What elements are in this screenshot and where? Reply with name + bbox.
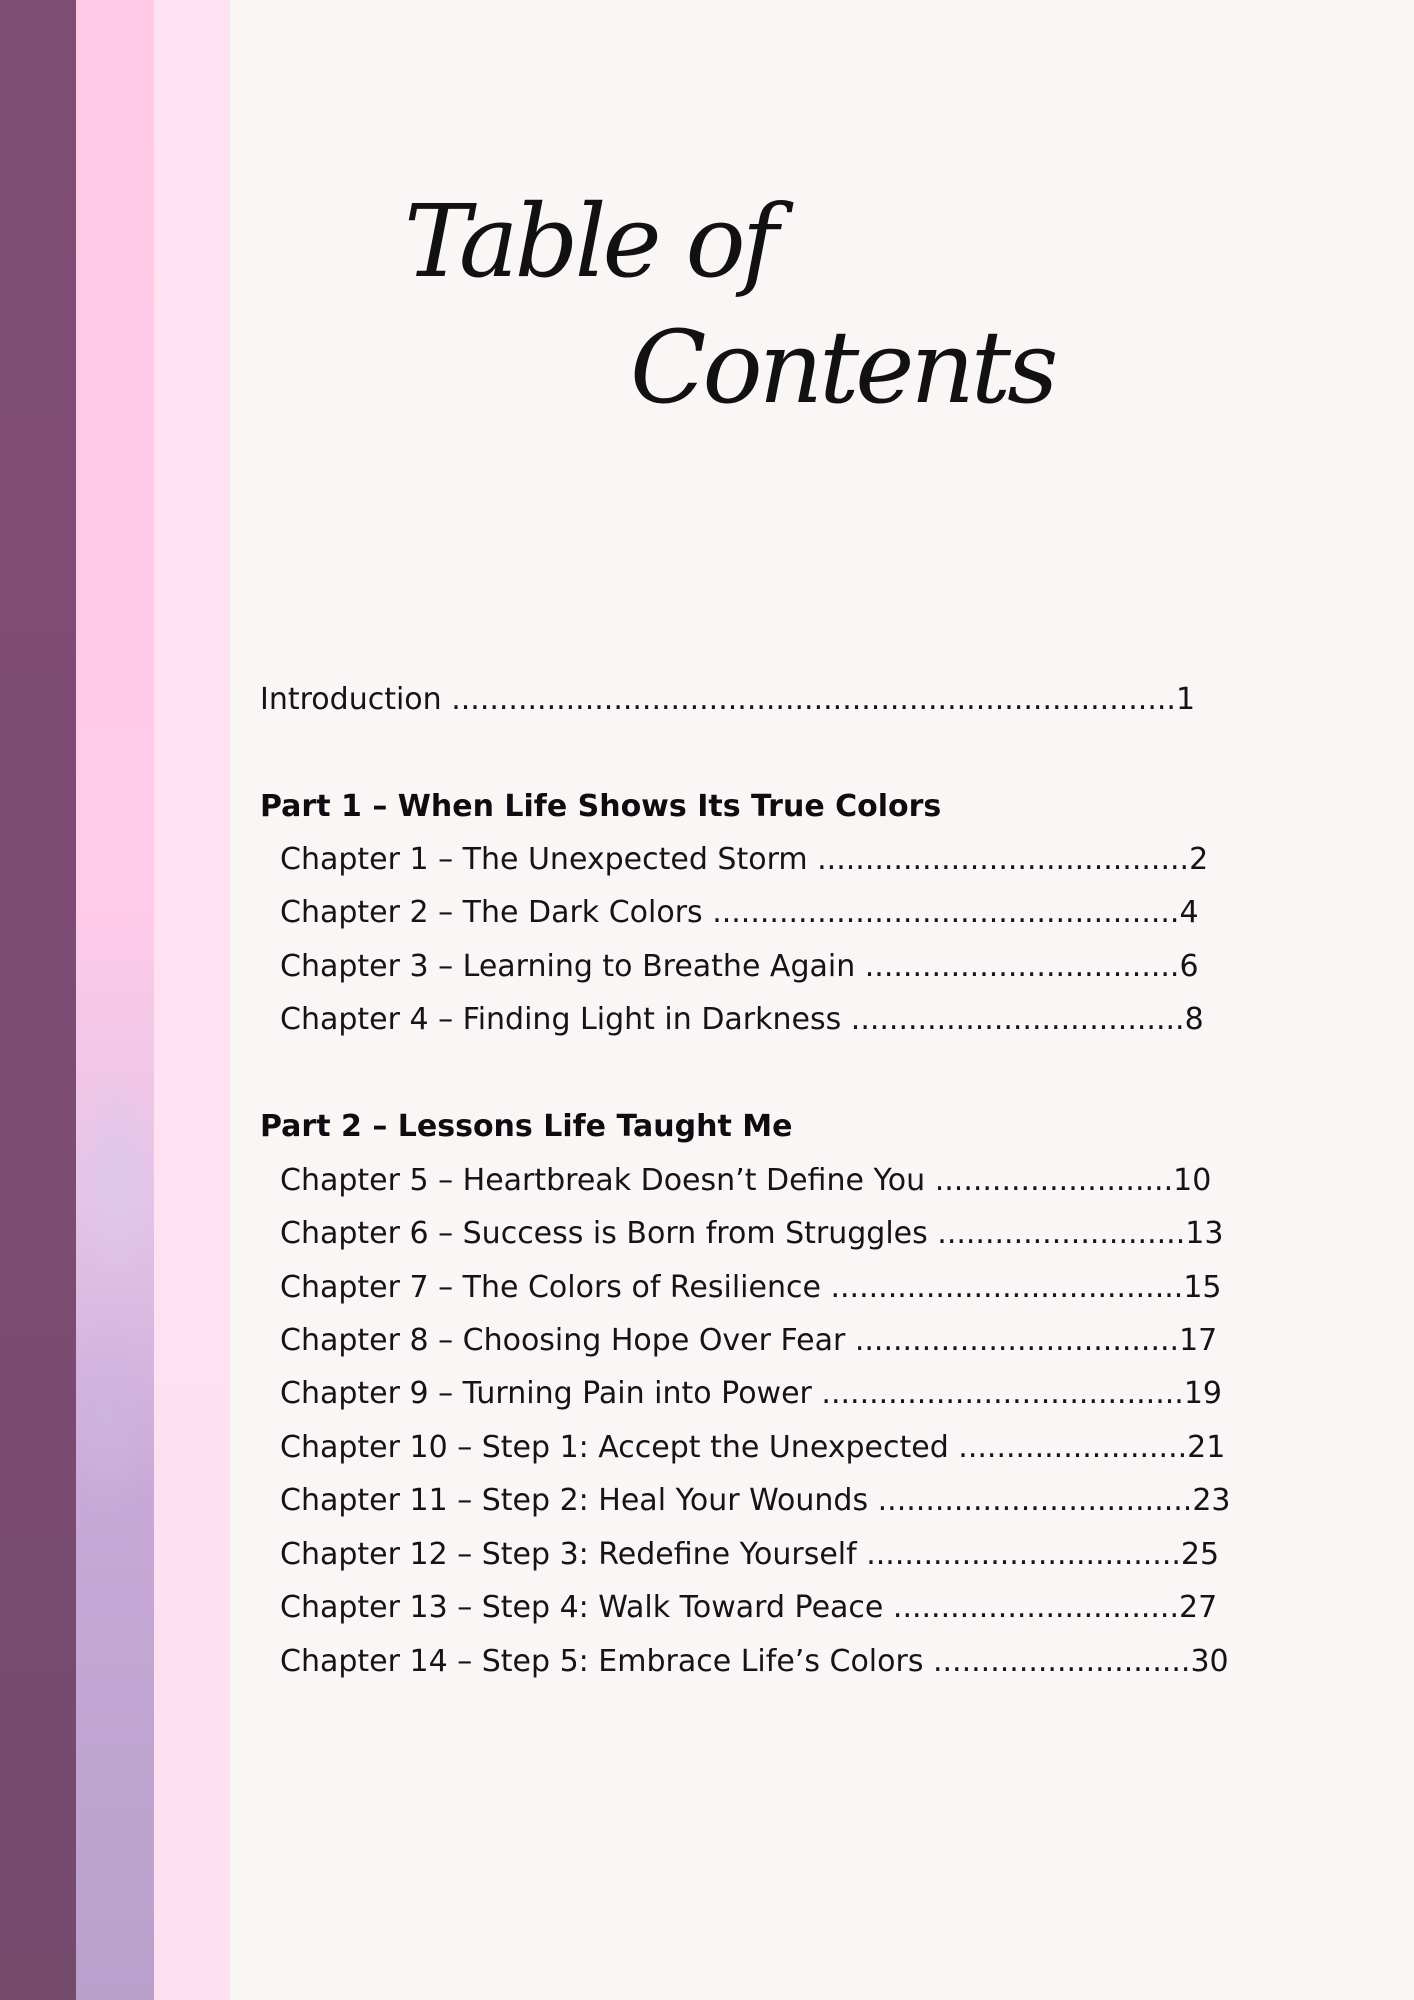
toc-entry-chapter-2[interactable] <box>280 893 1199 933</box>
toc-entry-label: Chapter 12 – Step 3: Redefine Yourself <box>280 1537 857 1572</box>
toc-entry-label: Chapter 10 – Step 1: Accept the Unexpected <box>280 1430 949 1465</box>
toc-page-number: 19 <box>1183 1376 1222 1411</box>
toc-entry-label: Chapter 3 – Learning to Breathe Again <box>280 949 856 984</box>
toc-page-number: 1 <box>1175 682 1196 717</box>
toc-leader-dots: ................................... <box>841 1002 1185 1037</box>
toc-entry-label: Chapter 6 – Success is Born from Struggles <box>280 1216 928 1251</box>
toc-entry-chapter-7[interactable] <box>280 1268 1222 1308</box>
toc-leader-dots: ..................................... <box>820 1270 1184 1305</box>
toc-entry-label: Chapter 1 – The Unexpected Storm <box>280 842 808 877</box>
toc-leader-dots: .............................. <box>883 1590 1179 1625</box>
toc-entry-label: Chapter 14 – Step 5: Embrace Life’s Colors <box>280 1644 924 1679</box>
toc-entry-chapter-11[interactable] <box>280 1481 1231 1521</box>
toc-entry-chapter-3[interactable] <box>280 947 1199 987</box>
toc-entry-chapter-8[interactable] <box>280 1321 1217 1361</box>
toc-entry-chapter-14[interactable] <box>280 1642 1229 1682</box>
toc-leader-dots: ...................................... <box>811 1376 1184 1411</box>
toc-entry-chapter-6[interactable] <box>280 1214 1223 1254</box>
toc-page-number: 21 <box>1187 1430 1226 1465</box>
page-title-line-1: Table of <box>404 183 775 300</box>
toc-entry-chapter-4[interactable] <box>280 1000 1204 1040</box>
toc-page-number: 10 <box>1173 1163 1212 1198</box>
toc-entry-chapter-9[interactable] <box>280 1374 1222 1414</box>
toc-entry-label: Chapter 7 – The Colors of Resilience <box>280 1270 821 1305</box>
toc-leader-dots: ................................. <box>856 1537 1181 1572</box>
toc-page-number: 13 <box>1185 1216 1224 1251</box>
toc-entry-label: Chapter 2 – The Dark Colors <box>280 895 703 930</box>
toc-entry-label: Chapter 8 – Choosing Hope Over Fear <box>280 1323 846 1358</box>
part-1-heading: Part 1 – When Life Shows Its True Colors <box>260 789 942 824</box>
toc-entry-chapter-13[interactable] <box>280 1588 1217 1628</box>
toc-entry-chapter-5[interactable] <box>280 1161 1211 1201</box>
toc-leader-dots: .......................... <box>927 1216 1186 1251</box>
decorative-stripe-plum <box>0 0 76 2000</box>
toc-page-number: 15 <box>1183 1270 1222 1305</box>
page-title-line-2: Contents <box>630 309 1055 426</box>
toc-entry-label: Introduction <box>260 682 442 717</box>
toc-entry-label: Chapter 5 – Heartbreak Doesn’t Define You <box>280 1163 926 1198</box>
toc-leader-dots: ....................................... <box>807 842 1190 877</box>
toc-leader-dots: ......................... <box>925 1163 1174 1198</box>
toc-page-number: 23 <box>1192 1483 1231 1518</box>
decorative-stripe-blush <box>154 0 230 2000</box>
decorative-stripe-pink-sky <box>76 0 154 2000</box>
toc-leader-dots: ........................... <box>923 1644 1191 1679</box>
toc-entry-label: Chapter 4 – Finding Light in Darkness <box>280 1002 842 1037</box>
toc-leader-dots: .................................. <box>845 1323 1180 1358</box>
toc-entry-label: Chapter 11 – Step 2: Heal Your Wounds <box>280 1483 869 1518</box>
toc-page-number: 4 <box>1179 895 1199 930</box>
toc-leader-dots: ........................ <box>948 1430 1188 1465</box>
toc-leader-dots: ................................. <box>868 1483 1193 1518</box>
toc-entry-introduction[interactable] <box>260 680 1195 720</box>
toc-entry-label: Chapter 13 – Step 4: Walk Toward Peace <box>280 1590 884 1625</box>
toc-entry-chapter-12[interactable] <box>280 1535 1219 1575</box>
toc-entry-chapter-1[interactable] <box>280 840 1208 880</box>
part-2-heading: Part 2 – Lessons Life Taught Me <box>260 1109 793 1144</box>
toc-page-number: 30 <box>1190 1644 1229 1679</box>
toc-entry-chapter-10[interactable] <box>280 1428 1225 1468</box>
toc-page-number: 25 <box>1180 1537 1220 1572</box>
toc-leader-dots: ................................. <box>855 949 1180 984</box>
toc-leader-dots: ............................................................................ <box>441 682 1176 717</box>
toc-page-number: 27 <box>1179 1590 1218 1625</box>
toc-page-number: 17 <box>1179 1323 1218 1358</box>
toc-entry-label: Chapter 9 – Turning Pain into Power <box>280 1376 812 1411</box>
toc-page-number: 6 <box>1179 949 1199 984</box>
toc-page-number: 8 <box>1184 1002 1204 1037</box>
toc-page-number: 2 <box>1189 842 1209 877</box>
toc-leader-dots: ................................................. <box>702 895 1180 930</box>
